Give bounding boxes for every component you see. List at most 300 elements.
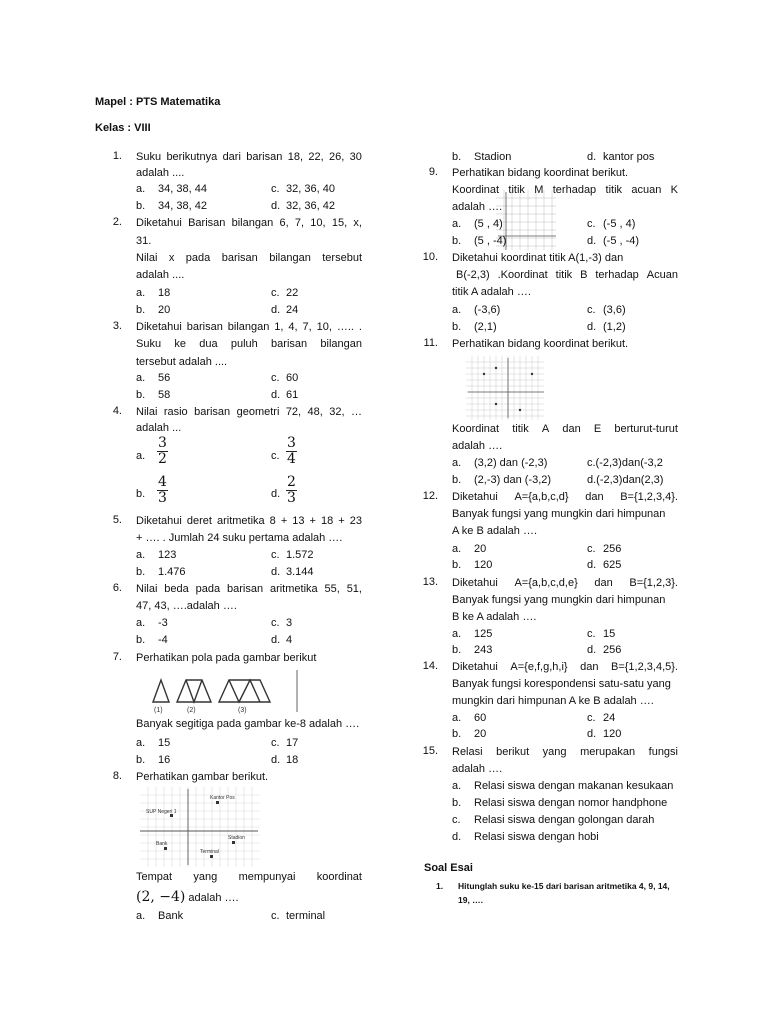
q4-text-line2: adalah ... <box>136 422 182 434</box>
q5-option-d-letter[interactable]: d. <box>271 566 281 578</box>
q10-option-c-letter[interactable]: c. <box>587 304 596 316</box>
q7-option-c-letter[interactable]: c. <box>271 737 280 749</box>
q3-word: dua <box>199 338 218 350</box>
q1-option-c-letter[interactable]: c. <box>271 183 280 195</box>
q4-b-numerator: 4 <box>158 474 167 490</box>
q2-word: Barisan <box>188 217 226 229</box>
q9-number: 9. <box>428 166 438 178</box>
q4-option-d-letter[interactable]: d. <box>271 488 281 500</box>
q12-option-d[interactable]: 625 <box>603 559 622 571</box>
q6-option-d-letter[interactable]: d. <box>271 634 281 646</box>
q14-text-line1 <box>452 660 678 674</box>
q15-word: merupakan <box>580 746 636 758</box>
q8-option-a-letter[interactable]: a. <box>136 910 146 922</box>
q1-word: 26, <box>329 151 345 163</box>
q9-word: Koordinat <box>452 184 500 196</box>
q3-word: Diketahui <box>136 321 182 333</box>
q15-option-a-letter[interactable]: a. <box>452 780 462 792</box>
q15-option-b[interactable]: Relasi siswa dengan nomor handphone <box>474 797 668 809</box>
q5-number: 5. <box>112 514 122 526</box>
q3-option-a-letter[interactable]: a. <box>136 372 146 384</box>
q12-option-a-letter[interactable]: a. <box>452 543 462 555</box>
q5-word: Diketahui <box>136 515 182 527</box>
q5-option-a-letter[interactable]: a. <box>136 549 146 561</box>
q3-word: puluh <box>230 338 258 350</box>
q5-word: + <box>338 515 345 527</box>
q6-text-line2: 47, 43, ….adalah …. <box>136 600 237 612</box>
q14-option-c[interactable]: 24 <box>603 712 616 724</box>
q2-text-line1 <box>136 216 362 230</box>
q9-word: M <box>534 184 544 196</box>
q7-text-line2: Banyak segitiga pada gambar ke-8 adalah …. <box>136 718 360 730</box>
q11-option-a[interactable]: (3,2) dan (-2,3) <box>474 457 548 469</box>
q15-word: Relasi <box>452 746 483 758</box>
q7-option-d-letter[interactable]: d. <box>271 754 281 766</box>
q1-word: 30 <box>349 151 362 163</box>
q12-word: dan <box>585 491 604 503</box>
q13-option-c-letter[interactable]: c. <box>587 628 596 640</box>
q12-option-c[interactable]: 256 <box>603 543 622 555</box>
q4-c-numerator: 3 <box>287 435 296 451</box>
q3-option-d-letter[interactable]: d. <box>271 389 281 401</box>
q8-option-c[interactable]: terminal <box>286 910 326 922</box>
q8-option-b-letter[interactable]: b. <box>452 151 462 163</box>
q3-word: ….. <box>336 321 354 333</box>
q4-word: geometri <box>236 406 280 418</box>
q3-word: 1, <box>274 321 284 333</box>
q11-word: dan <box>562 423 581 435</box>
q14-word: A={e,f,g,h,i} <box>510 661 568 673</box>
q1-option-b-letter[interactable]: b. <box>136 200 146 212</box>
q15-word: yang <box>542 746 567 758</box>
q11-number: 11. <box>423 337 438 349</box>
q8-text-line3 <box>136 890 239 905</box>
q7-option-d[interactable]: 18 <box>286 754 299 766</box>
q4-option-b-fraction[interactable] <box>157 475 168 506</box>
q9-word: acuan <box>631 184 662 196</box>
q10-option-d-letter[interactable]: d. <box>587 321 597 333</box>
q2-word: bilangan <box>269 252 311 264</box>
q12-option-b[interactable]: 120 <box>474 559 493 571</box>
q4-b-denominator: 3 <box>158 490 167 506</box>
q6-option-d[interactable]: 4 <box>286 634 293 646</box>
q13-word: Diketahui <box>452 577 498 589</box>
q8-word: yang <box>193 871 218 883</box>
q1-option-b[interactable]: 34, 38, 42 <box>158 200 207 212</box>
q2-option-a[interactable]: 18 <box>158 287 171 299</box>
q11-text-line2 <box>452 422 678 436</box>
map-label-school: SUP Negeri 1 <box>146 809 177 815</box>
q12-word: B={1,2,3,4}. <box>620 491 678 503</box>
q12-text-line3: A ke B adalah …. <box>452 525 537 537</box>
q9-text-line1: Perhatikan bidang koordinat berikut. <box>452 167 629 179</box>
q14-option-a-letter[interactable]: a. <box>452 712 462 724</box>
q6-number: 6. <box>112 582 122 594</box>
q4-d-denominator: 3 <box>287 490 296 506</box>
q15-option-c-letter[interactable]: c. <box>452 814 461 826</box>
q2-text-line4: adalah .... <box>136 269 185 281</box>
q4-d-numerator: 2 <box>287 474 296 490</box>
q5-option-b[interactable]: 1.476 <box>158 566 186 578</box>
q12-option-d-letter[interactable]: d. <box>587 559 597 571</box>
q7-option-b-letter[interactable]: b. <box>136 754 146 766</box>
q7-option-b[interactable]: 16 <box>158 754 171 766</box>
q2-option-c-letter[interactable]: c. <box>271 287 280 299</box>
q15-text-line1 <box>452 745 678 759</box>
q9-option-c[interactable]: (-5 , 4) <box>603 218 636 230</box>
q11-option-b[interactable]: (2,-3) dan (-3,2) <box>474 474 552 486</box>
q3-word: ke <box>174 338 186 350</box>
q10-number: 10. <box>422 251 438 263</box>
q10-text-line1: Diketahui koordinat titik A(1,-3) dan <box>452 252 624 264</box>
q12-word: Diketahui <box>452 491 498 503</box>
map-label-stadium: Stadion <box>228 835 245 841</box>
q2-word: x <box>168 252 175 264</box>
q3-text-line3: tersebut adalah .... <box>136 356 228 368</box>
q3-word: 4, <box>288 321 298 333</box>
essay-heading: Soal Esai <box>424 862 473 874</box>
q14-option-b[interactable]: 20 <box>474 728 487 740</box>
q15-option-a[interactable]: Relasi siswa dengan makanan kesukaan <box>474 780 674 792</box>
q5-text-line1 <box>136 514 362 528</box>
q10-word: terhadap <box>595 269 639 281</box>
q1-word: Suku <box>136 151 162 163</box>
q13-word: A={a,b,c,d,e} <box>514 577 578 589</box>
q8-text-suffix: adalah …. <box>185 892 239 904</box>
q11-word: titik <box>512 423 529 435</box>
q13-word: dan <box>594 577 613 589</box>
q3-word: . <box>358 321 362 333</box>
q2-word: bilangan <box>231 217 274 229</box>
q12-number: 12. <box>422 490 438 502</box>
q5-word: + <box>280 515 288 527</box>
q8-option-a[interactable]: Bank <box>158 910 184 922</box>
q2-word: barisan <box>221 252 258 264</box>
q12-word: A={a,b,c,d} <box>514 491 569 503</box>
q14-word: dan <box>580 661 599 673</box>
q14-number: 14. <box>422 660 438 672</box>
q7-number: 7. <box>112 651 122 663</box>
q13-option-d[interactable]: 256 <box>603 644 622 656</box>
q5-option-c-letter[interactable]: c. <box>271 549 280 561</box>
q7-option-a[interactable]: 15 <box>158 737 171 749</box>
q6-word: Nilai <box>136 583 158 595</box>
q7-option-c[interactable]: 17 <box>286 737 299 749</box>
q6-text-line1 <box>136 582 362 596</box>
q1-option-d[interactable]: 32, 36, 42 <box>286 200 335 212</box>
q2-number: 2. <box>112 216 122 228</box>
q8-option-d[interactable]: kantor pos <box>603 151 655 163</box>
q4-word: 48, <box>307 406 323 418</box>
q11-word: A <box>541 423 550 435</box>
q2-word: Diketahui <box>136 217 182 229</box>
q12-option-c-letter[interactable]: c. <box>587 543 596 555</box>
pattern-label-1: (1) <box>154 707 163 714</box>
q10-option-a[interactable]: (-3,6) <box>474 304 501 316</box>
pattern-2 <box>177 680 211 702</box>
q5-word: deret <box>186 515 212 527</box>
q2-text-line3 <box>136 251 362 265</box>
q15-option-b-letter[interactable]: b. <box>452 797 462 809</box>
q14-option-c-letter[interactable]: c. <box>587 712 596 724</box>
q9-option-b[interactable]: (5 , -4) <box>474 235 507 247</box>
q15-option-d-letter[interactable]: d. <box>452 831 462 843</box>
q3-word: bilangan <box>227 321 270 333</box>
q9-option-d-letter[interactable]: d. <box>587 235 597 247</box>
q4-a-numerator: 3 <box>158 435 167 451</box>
q2-word: 10, <box>310 217 326 229</box>
q3-word: barisan <box>186 321 223 333</box>
essay-q1-number: 1. <box>436 881 444 891</box>
q4-word: barisan <box>194 406 231 418</box>
q12-text-line2: Banyak fungsi yang mungkin dari himpunan <box>452 508 666 520</box>
q14-option-b-letter[interactable]: b. <box>452 728 462 740</box>
q8-option-d-letter[interactable]: d. <box>587 151 597 163</box>
q3-word: bilangan <box>320 338 362 350</box>
q10-option-d[interactable]: (1,2) <box>603 321 626 333</box>
q3-number: 3. <box>112 320 122 332</box>
q6-option-a-letter[interactable]: a. <box>136 617 146 629</box>
q5-word: 23 <box>349 515 362 527</box>
q3-option-c-letter[interactable]: c. <box>271 372 280 384</box>
q9-word: titik <box>605 184 623 196</box>
q9-word: K <box>670 184 678 196</box>
q6-option-c[interactable]: 3 <box>286 617 293 629</box>
q1-option-a-letter[interactable]: a. <box>136 183 146 195</box>
pattern-label-3: (3) <box>238 707 247 714</box>
q2-option-d[interactable]: 24 <box>286 304 299 316</box>
map-label-post-office: Kantor Pos <box>210 795 235 801</box>
q3-word: barisan <box>271 338 308 350</box>
q2-option-b-letter[interactable]: b. <box>136 304 146 316</box>
q2-word: 15, <box>331 217 348 229</box>
q14-option-d[interactable]: 120 <box>603 728 622 740</box>
q2-text-line2: 31. <box>136 235 152 247</box>
q8-option-b[interactable]: Stadion <box>474 151 512 163</box>
q15-option-d[interactable]: Relasi siswa dengan hobi <box>474 831 599 843</box>
q2-word: 6, <box>279 217 289 229</box>
q5-word: aritmetika <box>216 515 265 527</box>
q3-option-b-letter[interactable]: b. <box>136 389 146 401</box>
q10-word: B(-2,3) <box>456 269 490 281</box>
q4-option-c-fraction[interactable] <box>286 436 297 467</box>
q5-word: 8 <box>269 515 276 527</box>
q9-option-a[interactable]: (5 , 4) <box>474 218 503 230</box>
q13-option-b[interactable]: 243 <box>474 644 493 656</box>
subject-title: Mapel : PTS Matematika <box>95 96 221 108</box>
q15-text-line2: adalah …. <box>452 763 503 775</box>
q1-word: dari <box>222 151 241 163</box>
q4-word: … <box>350 406 362 418</box>
q6-word: 55, <box>324 583 340 595</box>
q13-option-a-letter[interactable]: a. <box>452 628 462 640</box>
q3-option-c[interactable]: 60 <box>286 372 299 384</box>
essay-q1-line1: Hitunglah suku ke-15 dari barisan aritmetika 4, 9, 14, <box>458 881 670 891</box>
q6-option-a[interactable]: -3 <box>158 617 168 629</box>
q2-word: x, <box>353 217 362 229</box>
q2-option-c[interactable]: 22 <box>286 287 299 299</box>
q11-option-a-letter[interactable]: a. <box>452 457 462 469</box>
q8-word: koordinat <box>316 871 362 883</box>
q3-word: 7, <box>302 321 312 333</box>
q6-option-b[interactable]: -4 <box>158 634 168 646</box>
q13-option-a[interactable]: 125 <box>474 628 493 640</box>
q9-option-a-letter[interactable]: a. <box>452 218 462 230</box>
q12-option-b-letter[interactable]: b. <box>452 559 462 571</box>
q14-option-d-letter[interactable]: d. <box>587 728 597 740</box>
q8-text-line2 <box>136 870 362 884</box>
q11-option-d[interactable]: d.(-2,3)dan(2,3) <box>587 474 664 486</box>
q5-word: + <box>309 515 316 527</box>
q13-word: B={1,2,3}. <box>629 577 678 589</box>
q6-word: aritmetika <box>269 583 318 595</box>
q4-option-b-letter[interactable]: b. <box>136 488 146 500</box>
q8-coordinate: (2, −4) <box>136 889 186 905</box>
q11-text-line3: adalah …. <box>452 440 503 452</box>
q4-option-a-fraction[interactable] <box>157 436 168 467</box>
q10-option-a-letter[interactable]: a. <box>452 304 462 316</box>
q9-option-c-letter[interactable]: c. <box>587 218 596 230</box>
q1-option-a[interactable]: 34, 38, 44 <box>158 183 207 195</box>
q11-word: berturut-turut <box>614 423 678 435</box>
q10-option-c[interactable]: (3,6) <box>603 304 626 316</box>
q3-word: 10, <box>316 321 332 333</box>
triangle-pattern-figure <box>145 668 305 716</box>
q2-word: pada <box>185 252 211 264</box>
q13-option-c[interactable]: 15 <box>603 628 616 640</box>
map-label-terminal: Terminal <box>200 849 219 855</box>
q4-word: rasio <box>163 406 188 418</box>
q9-word: titik <box>508 184 525 196</box>
q13-option-b-letter[interactable]: b. <box>452 644 462 656</box>
q3-option-d[interactable]: 61 <box>286 389 299 401</box>
q3-option-b[interactable]: 58 <box>158 389 171 401</box>
q3-text-line1 <box>136 320 362 334</box>
class-label: Kelas : VIII <box>95 122 151 134</box>
essay-q1-line2: 19, …. <box>458 895 484 905</box>
q14-word: B={1,2,3,4,5}. <box>611 661 678 673</box>
q11-option-c[interactable]: c.(-2,3)dan(-3,2 <box>587 457 663 469</box>
q6-word: barisan <box>227 583 264 595</box>
q5-word: 18 <box>320 515 334 527</box>
q4-word: 72, <box>285 406 302 418</box>
q13-number: 13. <box>422 576 438 588</box>
q6-word: beda <box>164 583 189 595</box>
q1-word: 22, <box>308 151 324 163</box>
q8-word: Tempat <box>136 871 173 883</box>
q11-text-line1: Perhatikan bidang koordinat berikut. <box>452 338 629 350</box>
q15-option-c[interactable]: Relasi siswa dengan golongan darah <box>474 814 655 826</box>
q9-text-line2 <box>452 183 678 197</box>
q6-word: 51, <box>346 583 362 595</box>
q10-word: Acuan <box>646 269 678 281</box>
q12-text-line1 <box>452 490 678 504</box>
q6-option-b-letter[interactable]: b. <box>136 634 146 646</box>
q4-option-d-fraction[interactable] <box>286 475 297 506</box>
q2-word: Nilai <box>136 252 158 264</box>
q15-word: berikut <box>496 746 530 758</box>
q10-option-b-letter[interactable]: b. <box>452 321 462 333</box>
q6-word: pada <box>195 583 221 595</box>
q1-text-line1 <box>136 150 362 164</box>
q9-word: terhadap <box>552 184 597 196</box>
q10-option-b[interactable]: (2,1) <box>474 321 497 333</box>
q4-a-denominator: 2 <box>158 451 167 467</box>
q5-option-b-letter[interactable]: b. <box>136 566 146 578</box>
q10-text-line3: titik A adalah …. <box>452 286 531 298</box>
q13-option-d-letter[interactable]: d. <box>587 644 597 656</box>
q11-option-b-letter[interactable]: b. <box>452 474 462 486</box>
q14-text-line2: Banyak fungsi korespondensi satu-satu yang <box>452 678 671 690</box>
q4-number: 4. <box>112 405 122 417</box>
q2-option-a-letter[interactable]: a. <box>136 287 146 299</box>
q3-option-a[interactable]: 56 <box>158 372 171 384</box>
q15-number: 15. <box>422 745 438 757</box>
q11-word: Koordinat <box>452 423 500 435</box>
q6-option-c-letter[interactable]: c. <box>271 617 280 629</box>
q5-text-line2: + …. . Jumlah 24 suku pertama adalah …. <box>136 532 343 544</box>
location-map-figure <box>140 787 260 867</box>
q1-word: barisan <box>246 151 283 163</box>
q2-word: tersebut <box>322 252 362 264</box>
q4-word: 32, <box>329 406 345 418</box>
pattern-1 <box>153 680 169 702</box>
q2-word: 7, <box>294 217 305 229</box>
q9-option-b-letter[interactable]: b. <box>452 235 462 247</box>
q1-text-line2: adalah .... <box>136 167 185 179</box>
q12-option-a[interactable]: 20 <box>474 543 487 555</box>
q8-number: 8. <box>112 770 122 782</box>
q10-word: .Koordinat <box>497 269 548 281</box>
map-label-bank: Bank <box>156 841 168 847</box>
q4-option-c-letter[interactable]: c. <box>271 450 280 462</box>
q14-option-a[interactable]: 60 <box>474 712 487 724</box>
q8-option-c-letter[interactable]: c. <box>271 910 280 922</box>
q4-option-a-letter[interactable]: a. <box>136 450 146 462</box>
q2-option-d-letter[interactable]: d. <box>271 304 281 316</box>
q2-option-b[interactable]: 20 <box>158 304 171 316</box>
q5-option-d[interactable]: 3.144 <box>286 566 314 578</box>
q7-option-a-letter[interactable]: a. <box>136 737 146 749</box>
q15-word: fungsi <box>648 746 678 758</box>
q10-text-line2 <box>456 268 678 282</box>
q14-text-line3: mungkin dari himpunan A ke B adalah …. <box>452 695 654 707</box>
q11-word: E <box>593 423 602 435</box>
q1-word: 18, <box>287 151 303 163</box>
q13-text-line1 <box>452 576 678 590</box>
q5-option-a[interactable]: 123 <box>158 549 177 561</box>
q4-text-line1 <box>136 405 362 419</box>
q5-option-c[interactable]: 1.572 <box>286 549 314 561</box>
q1-number: 1. <box>112 150 122 162</box>
q11-coordinate-grid <box>466 356 546 420</box>
q14-word: Diketahui <box>452 661 498 673</box>
q1-word: berikutnya <box>166 151 218 163</box>
q7-text-line1: Perhatikan pola pada gambar berikut <box>136 652 317 664</box>
q1-option-c[interactable]: 32, 36, 40 <box>286 183 335 195</box>
q3-text-line2 <box>136 337 362 351</box>
q4-c-denominator: 4 <box>287 451 296 467</box>
q13-text-line2: Banyak fungsi yang mungkin dari himpunan <box>452 594 666 606</box>
pattern-3 <box>219 680 270 702</box>
q10-word: titik <box>555 269 573 281</box>
q9-text-line3: adalah …. <box>452 201 503 213</box>
q9-option-d[interactable]: (-5 , -4) <box>603 235 640 247</box>
q8-text-line1: Perhatikan gambar berikut. <box>136 771 269 783</box>
q4-word: Nilai <box>136 406 158 418</box>
q1-option-d-letter[interactable]: d. <box>271 200 281 212</box>
q13-text-line3: B ke A adalah …. <box>452 611 537 623</box>
